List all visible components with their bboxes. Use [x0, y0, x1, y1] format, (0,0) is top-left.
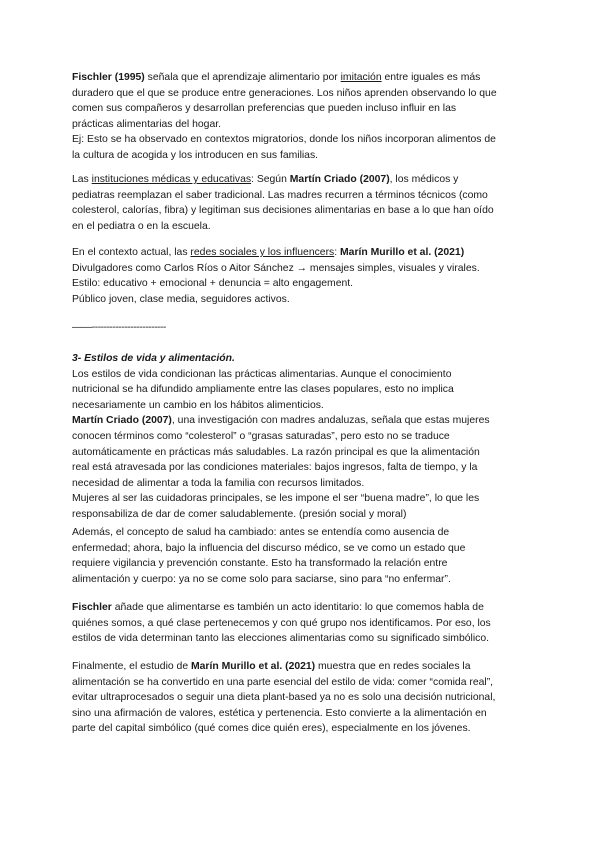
text-line: Divulgadores como Carlos Ríos o Aitor Sánchez → mensajes simples, visuales y virales.	[72, 262, 480, 274]
paragraph-finalmente	[72, 659, 532, 737]
text-line: colesterol, calorías, fibra) y legitiman sus decisiones alimentarias en base a lo que han oído	[72, 205, 494, 217]
text-line: responsabiliza de dar de comer saludablemente. (presión social y moral)	[72, 508, 407, 520]
paragraph-redes-sociales	[72, 245, 532, 307]
text-line: alimentación se ha convertido en una parte esencial del estilo de vida: comer “comida real”,	[72, 676, 494, 688]
text-line: en el pediatra o en la escuela.	[72, 220, 211, 232]
citation-fischler-1995: Fischler (1995)	[72, 72, 145, 83]
underlined-term-imitacion: imitación	[340, 72, 382, 83]
text-line: Las instituciones médicas y educativas: Según Martín Criado (2007), los médicos y	[72, 174, 459, 185]
citation-marin-murillo-2021: Marín Murillo et al. (2021)	[340, 247, 465, 258]
text-line: evitar ultraprocesados o seguir una dieta plant-based ya no es solo una decisión nutricional,	[72, 692, 496, 704]
text-line: nutricional se ha difundido ampliamente entre las clases populares, esto no implica	[72, 384, 454, 396]
text-line: requiere vigilancia y prevención constante. Esto ha transformado la relación entre	[72, 558, 448, 570]
text-line: Mujeres al ser las cuidadoras principales, se les impone el ser “buena madre”, lo que les	[72, 493, 480, 505]
text-line: conocen términos como “colesterol” o “grasas saturadas”, pero esto no se traduce	[72, 430, 450, 442]
divider-line: ——-------------------------	[72, 322, 166, 333]
text-line: Fischler (1995) señala que el aprendizaje alimentario por imitación entre iguales es más	[72, 72, 481, 83]
text-line: prácticas alimentarias del hogar.	[72, 118, 222, 130]
text-line: enfermedad; ahora, bajo la influencia del discurso médico, se ve como un estado que	[72, 542, 466, 554]
text-line: Fischler añade que alimentarse es también un acto identitario: lo que comemos habla de	[72, 602, 484, 613]
text-line: automáticamente en prácticas más saludables. La razón principal es que la alimentación	[72, 446, 480, 458]
paragraph-fischler-identidad	[72, 600, 532, 647]
paragraph-fischler-imitation	[72, 70, 532, 164]
text-line: Los estilos de vida condicionan las prácticas alimentarias. Aunque el conocimiento	[72, 368, 452, 380]
text-line: Estilo: educativo + emocional + denuncia = alto engagement.	[72, 278, 354, 290]
text-line: pediatras reemplazan el saber tradicional. Las madres recurren a términos técnicos (como	[72, 189, 488, 201]
text-line: estilos de vida determinan tanto las elecciones alimentarias como su significado simbólico.	[72, 633, 489, 645]
text-line: duradero que el que se produce entre generaciones. Los niños aprenden observando lo que	[72, 87, 497, 99]
citation-fischler: Fischler	[72, 602, 112, 613]
text-line: necesariamente un cambio en los hábitos alimenticios.	[72, 399, 324, 411]
text-line: alimentación y cuerpo: ya no se come solo para saciarse, sino para “no enfermar”.	[72, 573, 451, 585]
text-line: En el contexto actual, las redes sociales y los influencers: Marín Murillo et al. (2021)	[72, 247, 465, 258]
text-line: necesidad de alimentar a toda la familia con recursos limitados.	[72, 477, 365, 489]
underlined-term-instituciones: instituciones médicas y educativas	[91, 174, 252, 185]
text-line: Ej: Esto se ha observado en contextos migratorios, donde los niños incorporan alimentos de	[72, 134, 496, 146]
text-line: Finalmente, el estudio de Marín Murillo et al. (2021) muestra que en redes sociales la	[72, 661, 471, 672]
citation-martin-criado-2007: Martín Criado (2007)	[72, 415, 172, 427]
text-line: la cultura de acogida y los introducen en sus familias.	[72, 149, 319, 161]
text-line: Público joven, clase media, seguidores activos.	[72, 293, 290, 305]
text-line: parte del capital simbólico (qué comes dice quién eres), especialmente en los jóvenes.	[72, 723, 471, 735]
citation-marin-murillo-2021: Marín Murillo et al. (2021)	[191, 661, 316, 672]
underlined-term-redes-sociales: redes sociales y los influencers	[190, 247, 335, 258]
citation-martin-criado-2007: Martín Criado (2007)	[289, 174, 390, 185]
text-line: comen sus compañeros y desarrollan preferencias que pueden incluso influir en las	[72, 103, 457, 115]
text-line: sino una afirmación de valores, estética y pertenencia. Esto convierte a la alimentación en	[72, 707, 487, 719]
paragraph-concepto-salud	[72, 525, 532, 587]
text-line: quiénes somos, a qué clase pertenecemos y con qué grupo nos identificamos. Por eso, los	[72, 617, 491, 629]
paragraph-instituciones	[72, 172, 532, 234]
section-estilos-de-vida	[72, 351, 532, 523]
text-line: real está atravesada por las condiciones materiales: bajos ingresos, falta de tiempo, y la	[72, 462, 478, 474]
text-line: Además, el concepto de salud ha cambiado: antes se entendía como ausencia de	[72, 527, 450, 538]
text-line: Martín Criado (2007), una investigación con madres andaluzas, señala que estas mujeres	[72, 415, 490, 427]
section-heading: 3- Estilos de vida y alimentación.	[72, 353, 235, 364]
